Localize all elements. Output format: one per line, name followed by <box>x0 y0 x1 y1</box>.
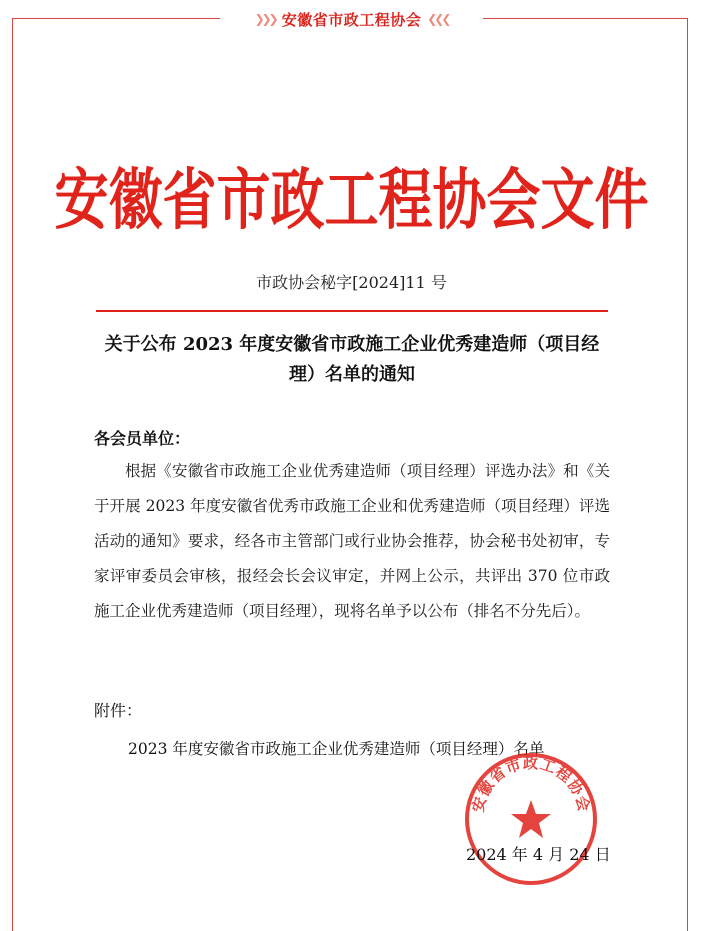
issue-date: 2024 年 4 月 24 日 <box>466 845 611 864</box>
header-line-left <box>12 18 220 19</box>
attachment-item: 2023 年度安徽省市政施工企业优秀建造师（项目经理）名单 <box>128 740 545 758</box>
header-line-right <box>483 18 688 19</box>
notice-title: 关于公布 2023 年度安徽省市政施工企业优秀建造师（项目经理）名单的通知 <box>104 334 600 385</box>
header-association-name: 安徽省市政工程协会 <box>281 10 422 29</box>
official-seal-icon <box>462 750 600 888</box>
salutation: 各会员单位： <box>94 429 191 448</box>
seal-text: 安徽省市政工程协会 <box>468 754 594 814</box>
header-badge <box>220 6 483 32</box>
document-title: 安徽省市政工程协会文件 <box>54 160 649 239</box>
chevron-left-decor-icon: ❮❮❮ <box>427 12 449 26</box>
chevron-right-decor-icon: ❯❯❯ <box>254 12 276 26</box>
attachment-label: 附件： <box>94 701 143 720</box>
document-number: 市政协会秘字[2024]11 号 <box>256 273 447 292</box>
red-divider <box>96 310 608 312</box>
notice-body: 根据《安徽省市政施工企业优秀建造师（项目经理）评选办法》和《关于开展 2023 年度安徽省优秀市政施工企业和优秀建造师（项目经理）评选活动的通知》要求，经各市主管部门或行业协会推荐，协会秘书处初审，专家评审委员会审核，报经会长会议审定，并网上公示，共评出 370 位市政施工企业优秀建造师（项目经理），现将名单予以公布（排名不分先后）。 <box>94 462 610 620</box>
